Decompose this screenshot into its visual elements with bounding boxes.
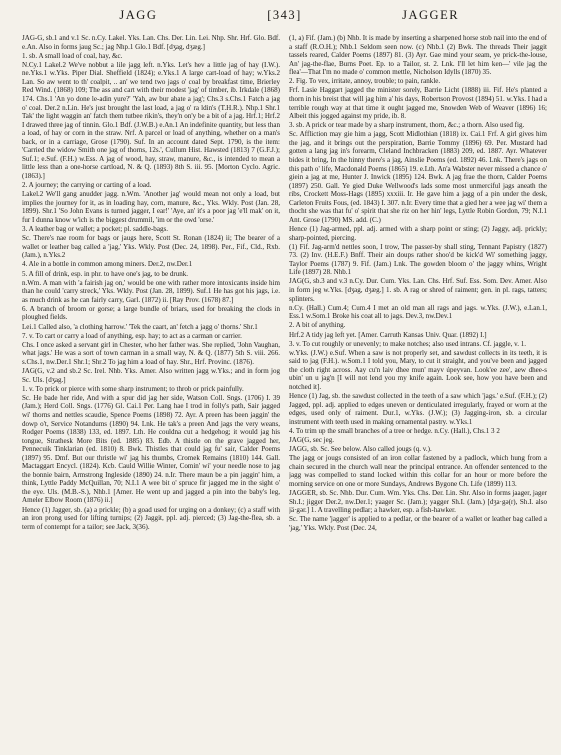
entry-paragraph: Hrf.2 A tidy jag left yet. [Amer. Carruth Kansas Univ. Quar. (1892) I.] xyxy=(289,330,487,339)
entry-paragraph: 6. A branch of broom or gorse; a large bundle of briars, used for breaking the clods in ploughed fields. xyxy=(22,304,280,322)
right-running-head: JAGGER xyxy=(402,8,460,22)
entry-paragraph: 4. To trim up the small branches of a tree or hedge. n.Cy. (Hall.), Chs.1 3 2 xyxy=(289,426,500,435)
right-column xyxy=(289,34,547,752)
entry-paragraph: 1. sb. A small load of coal, hay, &c. xyxy=(22,51,123,60)
entry-paragraph: The jagg or jougs consisted of an iron collar fastened by a padlock, which hung from a chain secured in the church wall near the principal entrance. An offender sentenced to the jagg was compelled to stand locked within this collar for an hour or more before the morning service on one or more Sundays, Andrews Bygone Ch. Life (1899) 113. xyxy=(289,454,547,488)
entry-paragraph: (1) Fif. Jag-arm'd nettles soon, I trow, The passer-by shall sting, Tennant Papistry (1827) 73. (2) Inv. (H.E.F.) Bnff. Their ain doups rather shoo'd be kick'd Wi' something jaggy, Taylor Poems (1787) 9. Fif. (Jam.) Lnk. The gowden bloom o' the jaggy whins, Wright Life (1897) 28. Nhb.1 xyxy=(289,242,547,277)
left-running-head: JAGG xyxy=(119,8,158,22)
entry-paragraph: JAG-G, sb.1 and v.1 Sc. n.Cy. Lakel. Yks. Lan. Chs. Der. Lin. Lei. Nhp. Shr. Hrf. Glo. Bdf. e.An. Also in forms jaug Sc.; jag Nhp.1 Glo.1 Bdf. [dʒag, dʒæg.] xyxy=(22,34,280,51)
entry-paragraph: Lakel.2 We'll gang anudder jagg. n.Wm. 'Another jag' would mean not only a load, but implies the journey for it, as in loading hay, corn, manure, &c., Yks. Wkly. Post (Jan. 28, 1899). Shr.1 'So John Evans is turned jagger, I ear!' 'Aye, an' it's a poor jag 'e'll mak' on it, fur I dunna know w'ich is the biggest drummil, 'im or the owd 'orse.' xyxy=(22,190,280,224)
entry-paragraph: (1, a) Fif. (Jam.) (b) Nhb. It is made by inserting a sharpened horse stob nail into the end of a staff (R.O.H.); Nhb.1 Seldom seen now. (c) Nhb.1 (2) Bwk. The threads Their jaggit tassels reared, Calder Poems (1897) 81. (3) Ayr. Gae mind your seam, ye prick-the-louse, An' jag-the-flae, Burns Poet. Ep. to a Tailor, st. 2. Lnk. I'll let him ken—' vile jag the flea'—That I'm no made o' common mettle, Nicholson Idylls (1870) 35. xyxy=(289,34,547,77)
entry-paragraph: n.Wm. A man with 'a fairish jag on,' would be one with rather more intoxicants inside him than he could 'carry streck,' Yks. Wkly. Post (Jan. 28, 1899). Suf.1 He has got his jags, i.e. as much drink as he can fairly carry, Garl. (1872) ii. [Ray Prov. (1678) 87.] xyxy=(22,278,280,304)
entry-paragraph: JAG(G, sb.3 and v.3 n.Cy. Dur. Cum. Yks. Lan. Chs. Hrf. Suf. Ess. Som. Dev. Amer. Also in form jeg w.Yks. [dʒag, dʒæg.] 1. sb. A rag or shred of raiment; gen. in pl. rags, tatters; splinters. xyxy=(289,277,547,303)
entry-paragraph: JAGG, sb. Sc. See below. Also called jougs (q. v.). xyxy=(289,445,432,454)
entry-paragraph: Sc. The name 'jagger' is applied to a pedlar, or the bearer of a wallet or leather bag called a 'jag,' Yks. Wkly. Post (Dec. 24, xyxy=(289,515,547,532)
entry-paragraph: JAG(G, v.2 and sb.2 Sc. Irel. Nhb. Yks. Amer. Also written jagg w.Yks.; and in form jog Sc. Uls. [dʒag.] xyxy=(22,367,280,384)
entry-paragraph: Lei.1 Called also, 'a clothing harrow.' 'Tek the caart, an' fetch a jagg o' thorns.' Shr.1 xyxy=(22,322,258,331)
two-column-body xyxy=(22,34,547,752)
entry-paragraph: 7. v. To cart or carry a load of anything, esp. hay; to act as a carman or carrier. xyxy=(22,331,242,340)
entry-paragraph: w.Yks. (J.W.) e.Suf. When a saw is not properly set, and sawdust collects in its teeth, it is said to jag (F.H.). w.Som.1 I told you, Mary, to cut it straight, and you've been and jagged the cloth right across. Aay cu'n laiv dhee mun' mayv úpeyvan. Look'ee zee', aew dhee-s ubin' un u jag'n [I will not lend you my knife again. Look see, how you have been and notched it]. xyxy=(289,348,547,391)
entry-paragraph: Chs. I once asked a servant girl in Chester, who her father was. She replied, 'John Vaughan, what jags.' He was a sort of town carman in a small way, N. & Q. (1877) 5th S. viii. 266. s.Chs.1, nw.Der.1 Shr.1; Shr.2 To jag him a load of hay. Shr., Hrf. Provinc. (1876). xyxy=(22,340,280,366)
entry-paragraph: Hence (1) Jag, sb. the sawdust collected in the teeth of a saw which 'jags.' e.Suf. (F.H.); (2) Jagged, ppl. adj. applied to edges uneven or denticulated irregularly, frayed or worn at the edges, used only of raiment. Dur.1, w.Yks. (J.W.); (3) Jagging-iron, sb. a circular instrument with teeth used in making ornamental pastry. w.Yks.1 xyxy=(289,392,547,426)
entry-paragraph: Sc. Affliction may gie him a jagg, Scott Midlothian (1818) ix. Cai.1 Frf. A girl gives him the jag, and it brings out the perspiration, Barrie Tommy (1896) 69. Per. Mustard had gotten a lang jag in's forearm, Cleland Inchbracken (1883) 209, ed. 1887. Ayr. Whatever bides it bring, In the hinny there's a jag, Ainslie Poems (ed. 1892) 46. Lnk. There's jags on this path o' life, Macdonald Poems (1865) 19. e.Lth. An'a Wabster never missed a chance o' giein a jag at me, Hunter J. Inwick (1895) 124. Bwk. A jag frae the thorn, Calder Poems (1897) 250. Gall. Ye gied Duke Wellwood's lads some most unmerciful jags aneath the ribs, Crockett Moss-Hags (1895) xxxiii. Ir. He gave him a jagg of a pin under the desk, Carleton Fruits Fous, (ed. 1843) I. 307. n.Ir. Every time that a gied her a wee jag wi' them a thocht she was that fu' o' spirit that she riz on her hin' legs, Lyttle Robin Gordon, 79; N.I.1 Ant. Grose (1790) MS. add. (C.) xyxy=(289,130,547,224)
left-column xyxy=(22,34,280,752)
entry-paragraph: JAG(G, sec jeg. xyxy=(289,436,335,445)
entry-paragraph: 5. A fill of drink, esp. in phr. to have one's jag, to be drunk. xyxy=(22,269,189,278)
entry-paragraph: N.Cy.1 Lakel.2 We've nobbut a lile jagg left. n.Yks. Let's hev a little jag of hay (I.W.). ne.Yks.1 w.Yks. Piper Dial. Sheffield (1824); e.Yks.1 A large cart-load of hay; w.Yks.2 Lan. So aw went to th' coalpit, .. an' we tend two jags o' coal by breakfast time, Brierley Red Wind. (1868) 109; The ass and cart with their modest 'jag' of timber, ib. Irkdale (1868) 174. Chs.1 'An yo done le-adin yure?' 'Yah, aw bur abate a jag'; Chs.3 s.Chs.1 Fatch a jag o' coal. Der.2 n.Lin. He's just brought the last load, a jag o' ra ldin's (T.H.R.). Nhp.1 Shr.1 Tak' the light waggin an' fatch them tutbee rikin's, they'n on'y be a bit of a jag. Hrf.1; Hrf.2 I drawed three jag of tinnin. Glo.1 Bdf. (J.W.B.) e.An.1 An indefinite quantity, but less than a load, of hay or corn in the straw. Nrf. A parcel or load of anything, whether on a man's back, or in a carriage, Grose (1790). Suf. In an account dated Sept. 1790, is the item: 'Carried the widow Smith one jag of thorns, 12s.', Cullum Hist. Hawsted (1813) 7 (G.F.J.); Suf.1; e.Suf. (F.H.) w.Ess. A jag of wood, hay, straw, manure, &c., is intended to mean a little less than a one-horse cartload, N. & Q. (1893) 8th S. iii. 95. [Morton Cyclo. Agric. (1863).] xyxy=(22,60,280,180)
entry-paragraph: JAGGER, sb. Sc. Nhb. Dur. Cum. Wm. Yks. Chs. Der. Lin. Shr. Also in forms jaager, jager Sh.I.; jigger Der.2, nw.Der.1; yaager Sc. (Jam.); yagger Sh.I. (Jam.) [dʒa·gə(r), Sh.I. also jä·gər.] 1. A travelling pedlar; a hawker, esp. a fish-hawker. xyxy=(289,489,547,515)
entry-paragraph: Sc. There's nae room for bags or jaugs here, Scott St. Ronan (1824) ii; The bearer of a wallet or leather bag called a 'jag,' Yks. Wkly. Post (Dec. 24, 1898). Per., Fif., Cld., Rxb. (Jam.), n.Yks.2 xyxy=(22,234,280,260)
entry-paragraph: 3. sb. A prick or tear made by a sharp instrument, thorn, &c.; a thorn. Also used fig. xyxy=(289,121,525,130)
entry-paragraph: Frf. Lasie Haggart jagged the minister sorely, Barrie Licht (1888) iii. Fif. He's planted a thorn in his breist that will jag him a' his days, Robertson Provost (1894) 51. w.Yks. I had a terrible rough way at that time it ought jagged me, Snowden Web of Weaver (1896) 16; Albeit this jogged against my pride, ib. 8. xyxy=(289,86,547,121)
entry-paragraph: 2. A journey; the carrying or carting of a load. xyxy=(22,181,152,190)
entry-paragraph: n.Cy. (Hall.) Cum.4; Cum.4 I met an old man all rags and jags. w.Yks. (J.W.), e.Lan.1, Ess.1 w.Som.1 Broke his coat all to jags. Dev.3, nw.Dev.1 xyxy=(289,303,547,321)
page-number: [343] xyxy=(267,8,302,22)
entry-paragraph: Hence (1) Jag-armed, ppl. adj. armed with a sharp point or sting; (2) Jaggy, adj. prickly; sharp-pointed, piercing. xyxy=(289,225,547,242)
entry-paragraph: 2. A bit of anything. xyxy=(289,321,346,330)
entry-paragraph: 1. v. To prick or pierce with some sharp instrument; to throb or prick painfully. xyxy=(22,384,244,393)
entry-paragraph: 3. A leather bag or wallet; a pocket; pl. saddle-bags. xyxy=(22,225,168,233)
running-header xyxy=(22,8,547,34)
entry-paragraph: 3. v. To cut roughly or unevenly; to make notches; also used intrans. Cf. jaggle, v. 1. xyxy=(289,339,527,348)
entry-paragraph: Hence (1) Jagger, sb. (a) a prickle; (b) a goad used for urging on a donkey; (c) a staff with an iron prong used for lifting turnips; (2) Jaggit, ppl. adj. pierced; (3) Jag-the-flea, sb. a term of contempt for a tailor; see Jack, 3(36). xyxy=(22,505,280,531)
entry-paragraph: 4. Ale in a bottle in common among miners. Der.2, nw.Der.1 xyxy=(22,260,193,269)
entry-paragraph: 2. Fig. To vex, irritate, annoy, trouble; to pain, rankle. xyxy=(289,77,441,86)
entry-paragraph: Sc. He bade her ride, And with a spur did jag her side, Watson Coll. Sngs. (1706) I. 39 (Jam.); Herd Coll. Sngs. (1776) Gl. Cai.1 Per. Lang hae I trod in folly's path, Sair jagged wi' thorns and nettles scaudie, Spence Poems (1898) 72. Ayr. A preen has been jaggin' the dowp o't, Service Notandums (1890) 94. Lnk. He tak's a preen And jags the very weans, Rodger Poems (1838) 133, ed. 1897. Lth. He couldna cut a hedgehog; it would jag his tongue, Strathesk More Bits (ed. 1885) 83. Edb. A thistle on the grave jagged her, Pennecuik Tinklarian (ed. 1810) 8. Bwk. Thistles that could jag fu' sair, Calder Poems (1897) 95. Dmf. But our thristle wi' jag his thumbs, Cromek Remains (1810) 144. Gall. Mactaggart Encycl. (1824). Kcb. Cauld Willie Winter, Comin' wi' your needle nose to jag the bonnie bairn, Armstrong Ingleside (1890) 24. n.Ir. There maun be a pin jaggin' him, a think, Lyttle Paddy McQuillan, 70; N.I.1 A wee bit o' spruce fir jagged me in the sight o' the eye. Uls. (M.B.-S.), Nhb.1 [Amer. He went up and jagged a pin into the baby's leg, Ameler Elbow Room (1876) ii.] xyxy=(22,393,280,505)
